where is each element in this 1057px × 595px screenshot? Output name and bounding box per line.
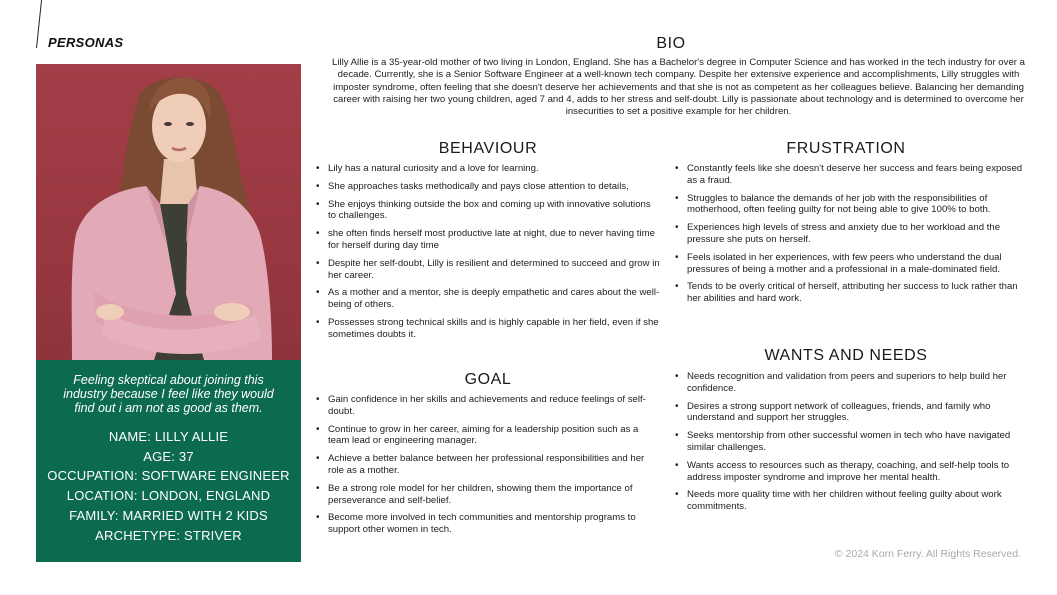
list-item: • Constantly feels like she doesn't deserve her success and fears being exposed as a fraud. (675, 163, 1023, 187)
persona-family: FAMILY: MARRIED WITH 2 KIDS (69, 507, 268, 523)
list-item: • Despite her self-doubt, Lilly is resilient and determined to succeed and grow in her career. (316, 258, 660, 282)
persona-archetype: ARCHETYPE: STRIVER (95, 527, 242, 543)
bio-text: Lilly Allie is a 35-year-old mother of two living in London, England. She has a Bachelor's degree in Computer Science and has worked in the tech industry for over a decade. Currently, she is a Senior Software Engineer at a well-known tech company. Despite her extensive experience and accomplishments, Lilly struggles with imposter syndrome, often feeling that she doesn't deserve her achievements and that she is not as competent as her colleagues believe. Balancing her demanding career with raising her two young children, aged 7 and 4, adds to her stress and self-doubt. Lilly is passionate about technology and is determined to overcome her insecurities to set a positive example for her children. (332, 57, 1025, 118)
wants-needs-heading: WANTS AND NEEDS (764, 347, 928, 364)
list-item: • Be a strong role model for her children, showing them the importance of perseverance and self-belief. (316, 483, 660, 507)
frustration-list (675, 163, 1023, 311)
behaviour-heading: BEHAVIOUR (438, 140, 538, 157)
copyright-notice: © 2024 Korn Ferry. All Rights Reserved. (834, 548, 1021, 560)
list-item: • Achieve a better balance between her professional responsibilities and her role as a mother. (316, 453, 660, 477)
list-item: • Desires a strong support network of colleagues, friends, and family who understand and support her struggles. (675, 401, 1023, 425)
frustration-heading: FRUSTRATION (786, 140, 906, 157)
persona-occupation: OCCUPATION: SOFTWARE ENGINEER (47, 468, 290, 484)
list-item: • As a mother and a mentor, she is deeply empathetic and cares about the well-being of others. (316, 287, 660, 311)
persona-info-card (36, 360, 301, 562)
behaviour-list (316, 163, 660, 347)
bio-heading: BIO (656, 35, 686, 52)
goal-list (316, 394, 660, 542)
list-item: • Possesses strong technical skills and is highly capable in her field, even if she sometimes doubts it. (316, 317, 660, 341)
list-item: • She approaches tasks methodically and pays close attention to details, (316, 181, 660, 193)
persona-name: NAME: LILLY ALLIE (108, 429, 229, 444)
goal-heading: GOAL (464, 371, 512, 388)
persona-location: LOCATION: LONDON, ENGLAND (66, 488, 271, 504)
list-item: • Needs recognition and validation from peers and superiors to help build her confidence. (675, 371, 1023, 395)
list-item: • Tends to be overly critical of herself, attributing her success to luck rather than her abilities and hard work. (675, 281, 1023, 305)
persona-quote: Feeling skeptical about joining this industry because I feel like they would find out i am not as good as them. (63, 373, 274, 415)
list-item: • She enjoys thinking outside the box and coming up with innovative solutions to challenges. (316, 199, 660, 223)
persona-age: AGE: 37 (143, 448, 194, 464)
list-item: • Experiences high levels of stress and anxiety due to her workload and the pressure she puts on herself. (675, 222, 1023, 246)
list-item: • Gain confidence in her skills and achievements and reduce feelings of self-doubt. (316, 394, 660, 418)
persona-facts (36, 427, 301, 545)
list-item: • Continue to grow in her career, aiming for a leadership position such as a team lead or engineering manager. (316, 424, 660, 448)
list-item: • Seeks mentorship from other successful women in tech who have navigated similar challenges. (675, 430, 1023, 454)
list-item: • Feels isolated in her experiences, with few peers who understand the dual pressures of being a mother and a professional in a male-dominated field. (675, 252, 1023, 276)
persona-photo (36, 64, 301, 360)
corner-accent-line (36, 0, 42, 48)
list-item: • Struggles to balance the demands of her job with the responsibilities of motherhood, often feeling guilty for not being able to give 100% to both. (675, 193, 1023, 217)
list-item: • Become more involved in tech communities and mentorship programs to support other women in tech. (316, 512, 660, 536)
list-item: • Wants access to resources such as therapy, coaching, and self-help tools to address imposter syndrome and improve her mental health. (675, 460, 1023, 484)
wants-needs-list (675, 371, 1023, 519)
list-item: • she often finds herself most productive late at night, due to never having time for herself during day time (316, 228, 660, 252)
list-item: • Needs more quality time with her children without feeling guilty about work commitments. (675, 489, 1023, 513)
persona-portrait-illustration (36, 64, 301, 360)
list-item: • Lily has a natural curiosity and a love for learning. (316, 163, 660, 175)
section-label: PERSONAS (48, 35, 124, 50)
